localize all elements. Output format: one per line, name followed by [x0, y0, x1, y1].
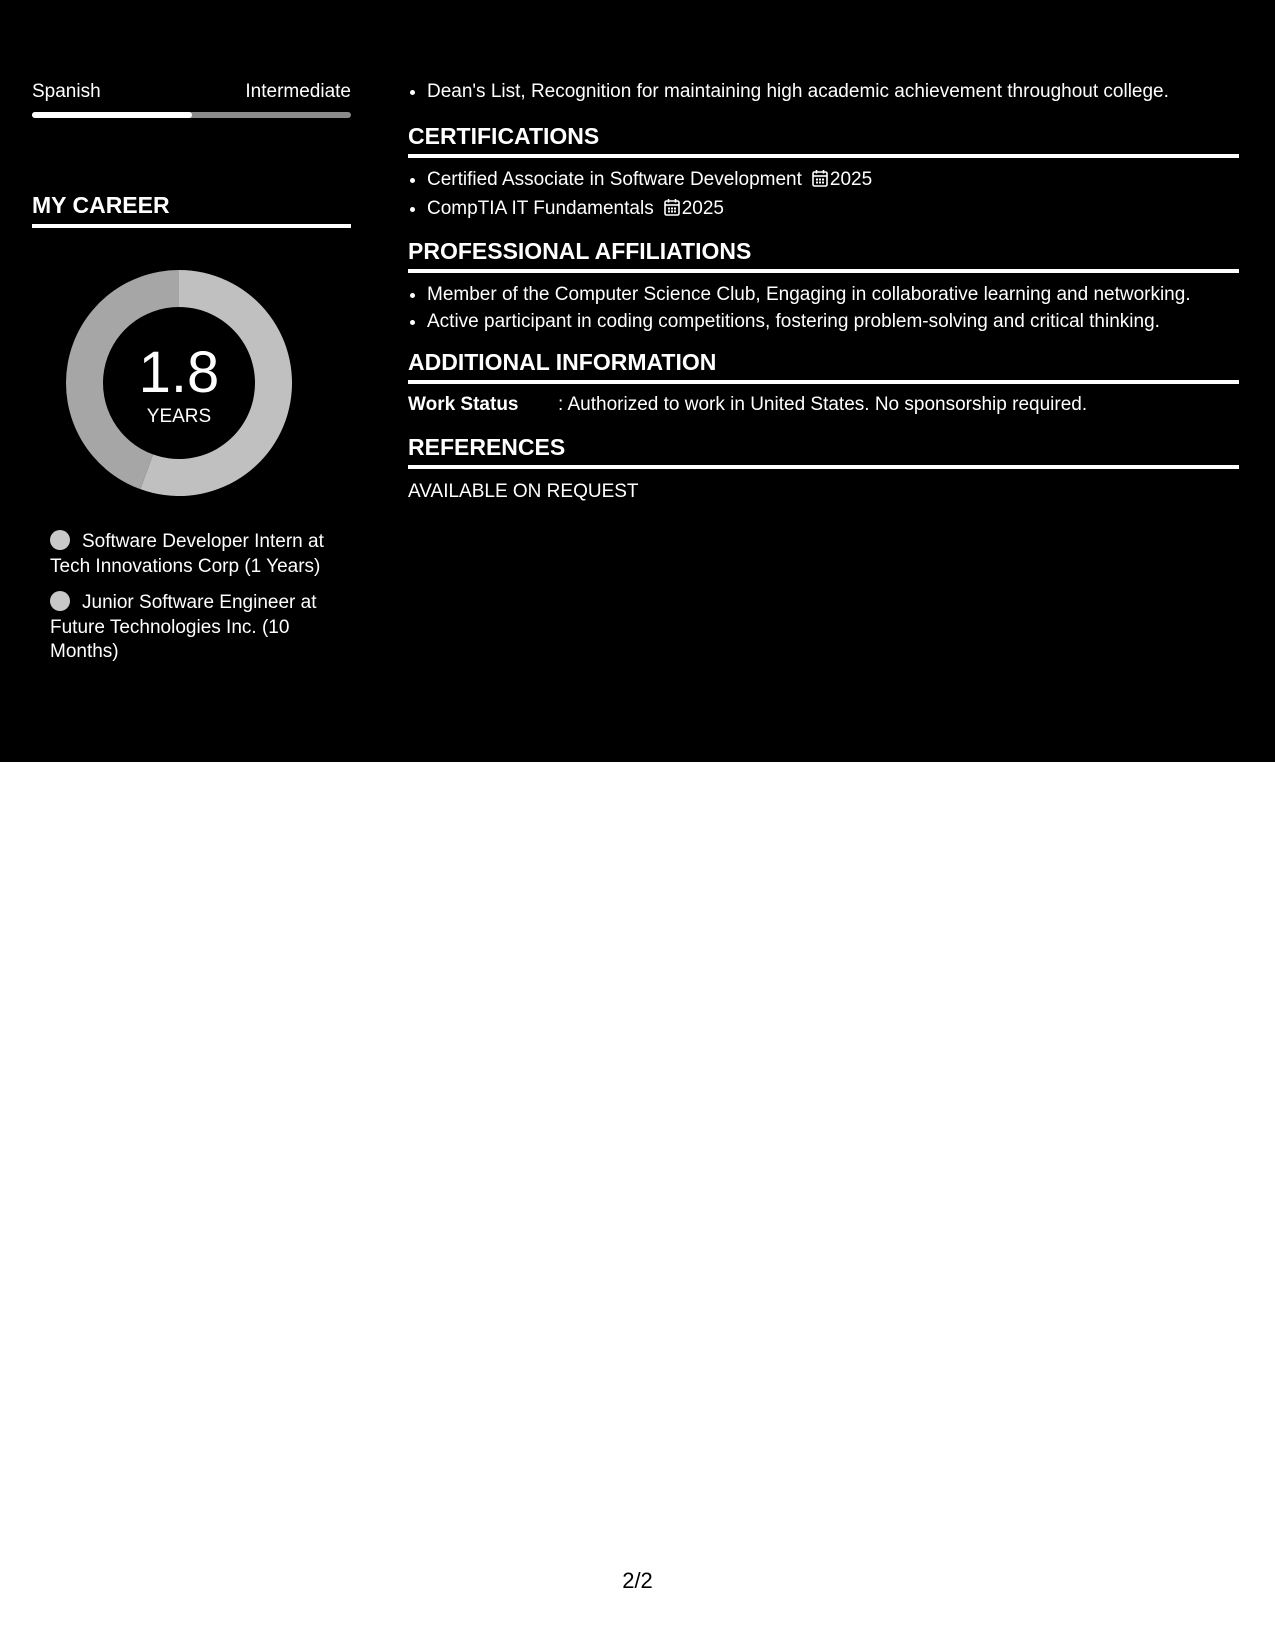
- affiliation-item: • Active participant in coding competitions, fostering problem-solving and critical thinking.: [427, 308, 1239, 335]
- language-proficiency-fill: [32, 112, 192, 118]
- resume-page-content: [0, 0, 1275, 762]
- career-heading: MY CAREER: [32, 190, 351, 228]
- dot-icon: [50, 530, 70, 550]
- certification-item: [427, 166, 1239, 195]
- certification-year: 2025: [829, 169, 873, 190]
- award-item: • Dean's List, Recognition for maintaining high academic achievement throughout college.: [427, 78, 1239, 105]
- work-status-value: : Authorized to work in United States. No sponsorship required.: [558, 394, 1088, 415]
- page-number: 2/2: [622, 1568, 653, 1593]
- work-status-row: [408, 392, 1239, 418]
- certification-item: [427, 195, 1239, 224]
- certifications-list: [408, 166, 1239, 224]
- certifications-heading: CERTIFICATIONS: [408, 121, 1239, 158]
- career-donut-chart: [66, 270, 292, 496]
- left-column: [32, 78, 351, 677]
- awards-list: [408, 78, 1239, 105]
- certification-year: 2025: [681, 198, 724, 219]
- calendar-icon: [664, 197, 680, 224]
- career-item: [50, 591, 340, 665]
- additional-info-heading: ADDITIONAL INFORMATION: [408, 347, 1239, 384]
- certification-name: CompTIA IT Fundamentals: [427, 198, 654, 219]
- career-list: [50, 530, 340, 665]
- references-heading: REFERENCES: [408, 432, 1239, 469]
- dot-icon: [50, 591, 70, 611]
- work-status-label: Work Status: [408, 394, 519, 415]
- language-proficiency-bar: [32, 112, 351, 118]
- career-item-text: Software Developer Intern at Tech Innovations Corp (1 Years): [50, 531, 324, 577]
- career-total-value: 1.8: [138, 340, 220, 405]
- affiliation-item: • Member of the Computer Science Club, Engaging in collaborative learning and networking.: [427, 281, 1239, 308]
- calendar-icon: [812, 168, 828, 195]
- language-row: [32, 78, 351, 106]
- certification-name: Certified Associate in Software Development: [427, 169, 802, 190]
- career-item-text: Junior Software Engineer at Future Technologies Inc. (10 Months): [50, 592, 317, 662]
- affiliations-list: [408, 281, 1239, 335]
- language-name: Spanish: [32, 81, 101, 102]
- career-item: [50, 530, 340, 579]
- affiliations-heading: PROFESSIONAL AFFILIATIONS: [408, 236, 1239, 273]
- references-text: AVAILABLE ON REQUEST: [408, 481, 639, 502]
- career-total-unit: YEARS: [146, 406, 212, 427]
- right-column: [408, 78, 1239, 505]
- language-level: Intermediate: [245, 81, 351, 102]
